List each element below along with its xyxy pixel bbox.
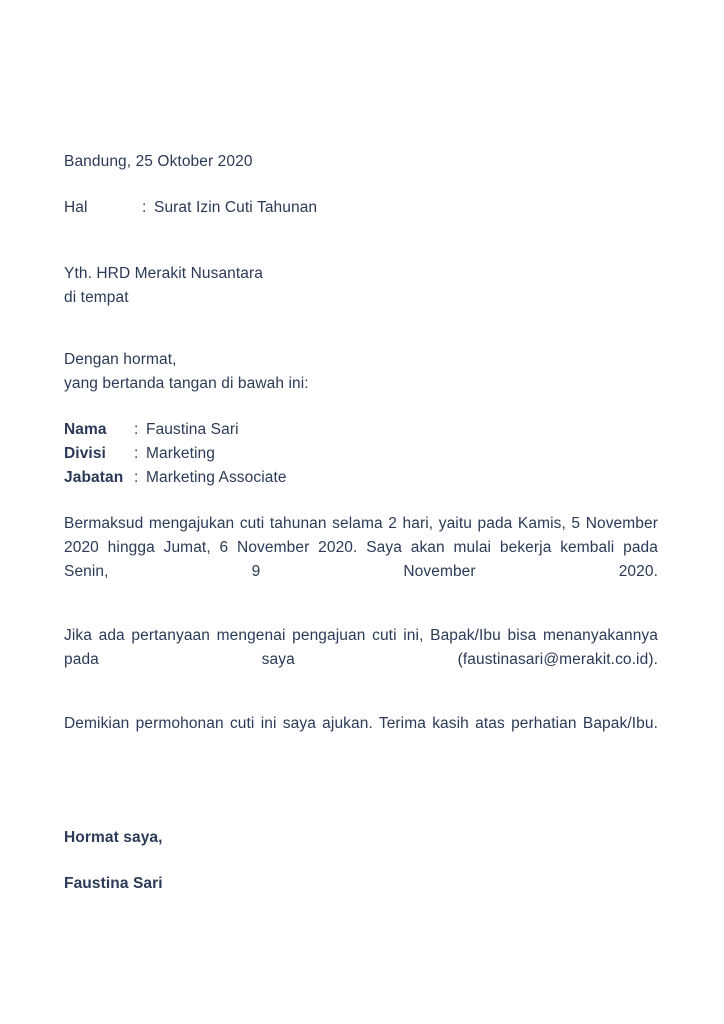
identity-row <box>64 466 658 490</box>
salutation-line-1: Dengan hormat, <box>64 351 177 368</box>
body-paragraph-1: Bermaksud mengajukan cuti tahunan selama 2 hari, yaitu pada Kamis, 5 November 2020 hingga Jumat, 6 November 2020. Saya akan mulai bekerja kembali pada Senin, 9 November 2020. <box>64 515 658 580</box>
body-paragraph-2: Jika ada pertanyaan mengenai pengajuan cuti ini, Bapak/Ibu bisa menanyakannya pada saya (faustinasari@merakit.co.id). <box>64 627 658 668</box>
identity-label: Divisi <box>64 445 106 462</box>
spacer <box>64 220 658 262</box>
spacer <box>64 760 658 826</box>
spacer <box>64 696 658 712</box>
place-and-date: Bandung, 25 Oktober 2020 <box>64 153 253 170</box>
spacer <box>64 490 658 512</box>
recipient <box>64 262 658 310</box>
salutation-line-2: yang bertanda tangan di bawah ini: <box>64 375 309 392</box>
subject-label: Hal <box>64 199 88 216</box>
spacer <box>64 608 658 624</box>
identity-value: Marketing <box>146 445 215 462</box>
identity-block <box>64 418 658 490</box>
spacer <box>64 310 658 348</box>
body-paragraph-3: Demikian permohonan cuti ini saya ajukan. Terima kasih atas perhatian Bapak/Ibu. <box>64 715 658 732</box>
subject-separator: : <box>142 199 147 216</box>
salutation <box>64 348 658 396</box>
spacer <box>64 396 658 418</box>
identity-value: Faustina Sari <box>146 421 239 438</box>
recipient-line-1: Yth. HRD Merakit Nusantara <box>64 265 263 282</box>
identity-separator: : <box>134 469 139 486</box>
identity-separator: : <box>134 445 139 462</box>
subject-value: Surat Izin Cuti Tahunan <box>154 199 318 216</box>
identity-label: Jabatan <box>64 469 124 486</box>
closing-salutation: Hormat saya, <box>64 829 163 846</box>
identity-label: Nama <box>64 421 107 438</box>
identity-value: Marketing Associate <box>146 469 287 486</box>
spacer <box>64 174 658 196</box>
identity-row <box>64 442 658 466</box>
identity-row <box>64 418 658 442</box>
letter-body <box>64 150 658 896</box>
spacer <box>64 850 658 872</box>
recipient-line-2: di tempat <box>64 289 129 306</box>
identity-separator: : <box>134 421 139 438</box>
subject-line <box>64 196 658 220</box>
signer-name: Faustina Sari <box>64 875 163 892</box>
